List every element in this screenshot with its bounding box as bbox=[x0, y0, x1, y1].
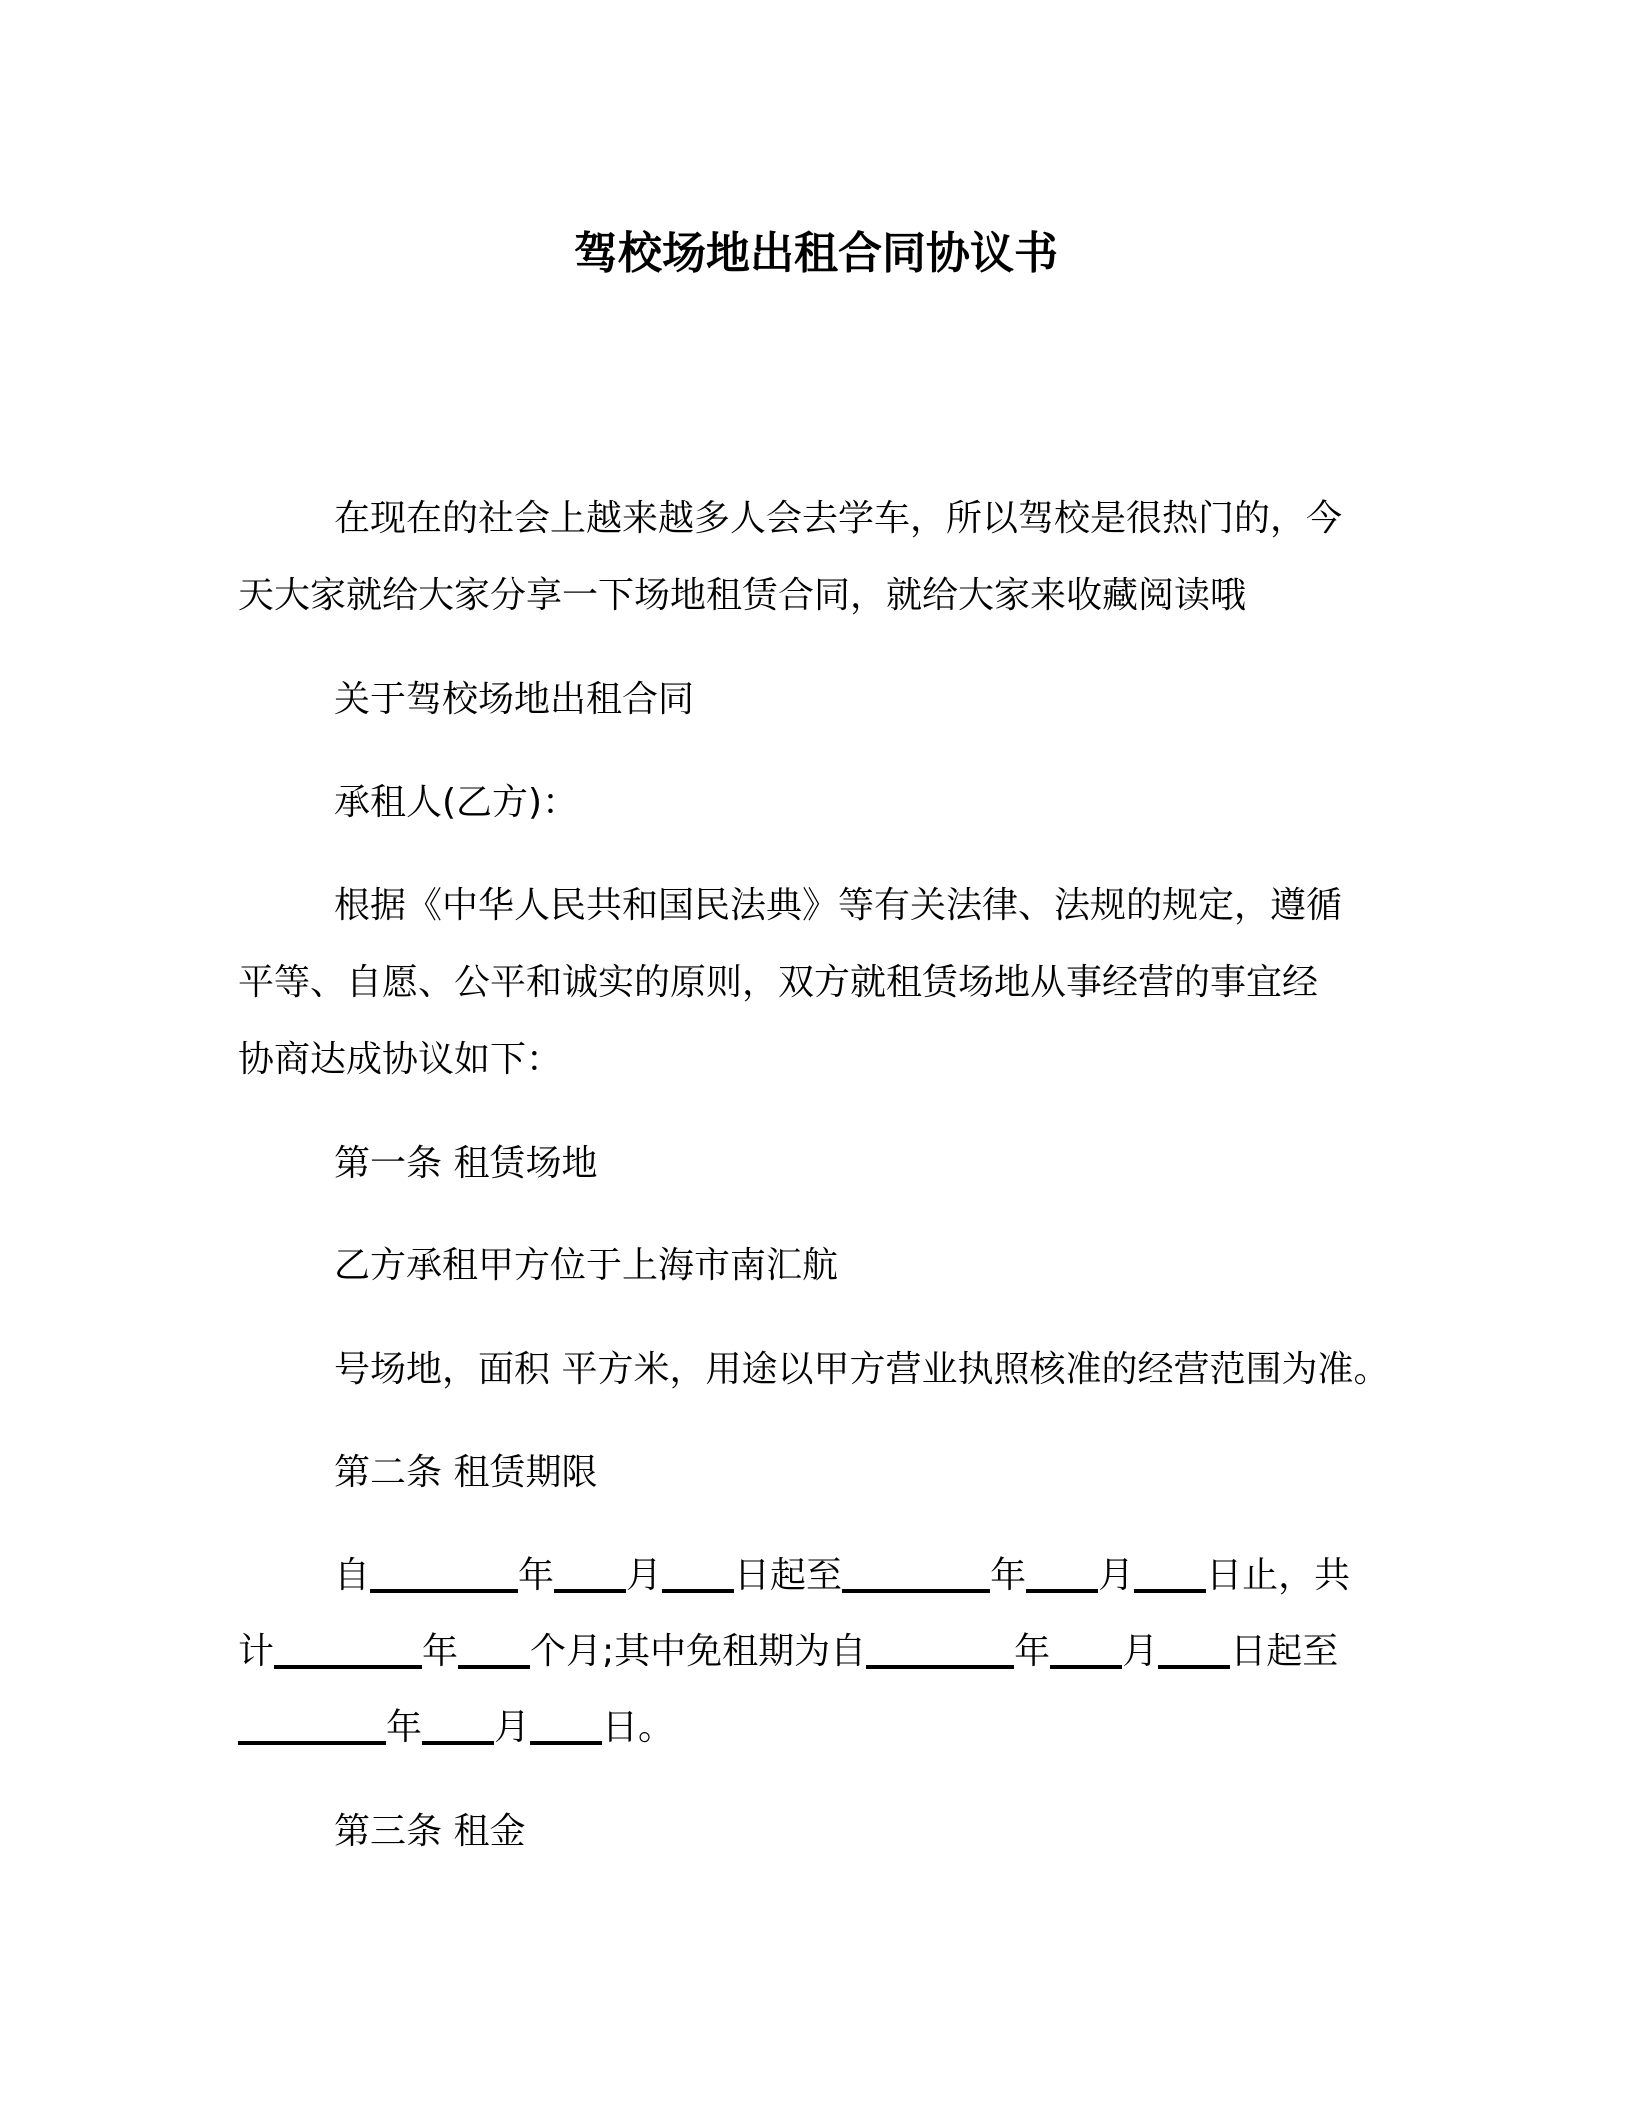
term-year-label: 年 bbox=[518, 1555, 555, 1596]
term-day-final: 日。 bbox=[602, 1707, 675, 1748]
lease-term-line-3 bbox=[238, 1703, 674, 1753]
term-from: 自 bbox=[334, 1555, 371, 1596]
free-end-day-blank[interactable] bbox=[530, 1705, 602, 1745]
term-start-to: 日起至 bbox=[734, 1555, 843, 1596]
free-start-year-blank[interactable] bbox=[866, 1629, 1014, 1669]
term-year-label: 年 bbox=[1014, 1631, 1051, 1672]
term-year-label: 年 bbox=[422, 1631, 459, 1672]
term-month-label: 月 bbox=[626, 1555, 663, 1596]
free-start-day-blank[interactable] bbox=[1158, 1629, 1230, 1669]
term-start-to: 日起至 bbox=[1230, 1631, 1339, 1672]
start-month-blank[interactable] bbox=[554, 1553, 626, 1593]
term-months-free: 个月;其中免租期为自 bbox=[530, 1631, 867, 1672]
article-1-heading: 第一条 租赁场地 bbox=[334, 1143, 598, 1184]
term-end-total: 日止，共 bbox=[1206, 1555, 1351, 1596]
start-day-blank[interactable] bbox=[662, 1553, 734, 1593]
term-year-label: 年 bbox=[990, 1555, 1027, 1596]
term-month-label: 月 bbox=[1098, 1555, 1135, 1596]
total-years-blank[interactable] bbox=[274, 1629, 422, 1669]
basis-line-3: 协商达成协议如下： bbox=[238, 1039, 563, 1080]
article-1-line-1: 乙方承租甲方位于上海市南汇航 bbox=[334, 1245, 839, 1286]
free-end-month-blank[interactable] bbox=[422, 1705, 494, 1745]
free-start-month-blank[interactable] bbox=[1050, 1629, 1122, 1669]
lease-term-line-2 bbox=[238, 1627, 1338, 1677]
term-year-label: 年 bbox=[386, 1707, 423, 1748]
article-2-heading: 第二条 租赁期限 bbox=[334, 1452, 598, 1493]
total-months-blank[interactable] bbox=[458, 1629, 530, 1669]
basis-line-1: 根据《中华人民共和国民法典》等有关法律、法规的规定，遵循 bbox=[334, 885, 1343, 926]
intro-line-1: 在现在的社会上越来越多人会去学车，所以驾校是很热门的，今 bbox=[334, 498, 1343, 539]
intro-line-2: 天大家就给大家分享一下场地租赁合同，就给大家来收藏阅读哦 bbox=[238, 575, 1247, 616]
term-total-prefix: 计 bbox=[238, 1631, 275, 1672]
contract-heading: 关于驾校场地出租合同 bbox=[334, 679, 695, 720]
article-3-heading: 第三条 租金 bbox=[334, 1811, 526, 1852]
end-year-blank[interactable] bbox=[842, 1553, 990, 1593]
end-month-blank[interactable] bbox=[1026, 1553, 1098, 1593]
basis-line-2: 平等、自愿、公平和诚实的原则，双方就租赁场地从事经营的事宜经 bbox=[238, 962, 1319, 1003]
term-month-label: 月 bbox=[1122, 1631, 1159, 1672]
end-day-blank[interactable] bbox=[1134, 1553, 1206, 1593]
free-end-year-blank[interactable] bbox=[238, 1705, 386, 1745]
term-month-label: 月 bbox=[494, 1707, 531, 1748]
start-year-blank[interactable] bbox=[370, 1553, 518, 1593]
lessee-label: 承租人(乙方)： bbox=[334, 782, 579, 823]
document-title: 驾校场地出租合同协议书 bbox=[574, 228, 1058, 279]
article-1-line-2: 号场地，面积 平方米，用途以甲方营业执照核准的经营范围为准。 bbox=[334, 1349, 1390, 1390]
lease-term-line-1 bbox=[334, 1551, 1350, 1601]
